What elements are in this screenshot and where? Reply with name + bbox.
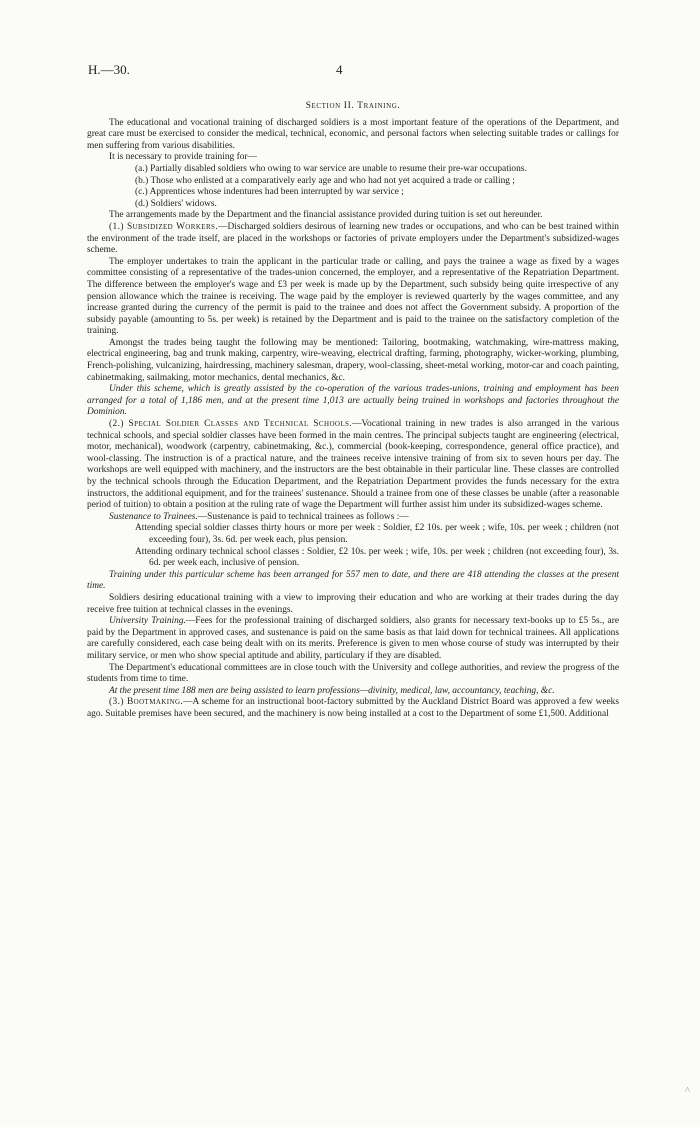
sustenance-heading: Sustenance to Trainees. [109,511,198,522]
list-item: (b.) Those who enlisted at a comparatively early age and who had not yet acquired a trade or calling ; [135,175,515,186]
university-paragraph [87,616,619,662]
document-reference: H.—30. [88,62,130,77]
page-number: 4 [336,62,343,77]
intro-paragraph: The educational and vocational training of discharged soldiers is a most important feature of the operations of the Department, and great care must be exercised to consider the medical, technical, economic, and personal factors when selecting suitable trades or callings for men suffering from various disabilities. [87,117,619,151]
trades-paragraph: Amongst the trades being taught the following may be mentioned: Tailoring, bootmaking, watchmaking, wire-mattress making, electrical engineering, bag and trunk making, carpentry, wire-weaving, electrical drafting, farming, photography, wicker-working, plumbing, French-polishing, vulcanizing, hairdressing, machinery salesman, drapery, wool-classing, sheet-metal working, motor-car and coach painting, cabinetmaking, sailmaking, motor mechanics, dental mechanics, &c. [87,337,619,383]
university-text: —Fees for the professional training of discharged soldiers, also grants for necessary text-books up to £5 5s., are paid by the Department in approved cases, and sustenance is paid on the same basis as that laid down for technical trainees. All applications are carefully considered, each case being dealt with on its merits. Preference is given to men whose course of study was interrupted by their military service, or men who show special aptitude and ability, particulary if they are disabled. [87,616,619,661]
professions-note-paragraph: At the present time 188 men are being assisted to learn professions—divinity, medical, law, accountancy, teaching, &c. [109,685,555,696]
evening-classes-paragraph: Soldiers desiring educational training with a view to improving their education and who are working at their trades during the day receive free tuition at technical classes in the evenings. [87,592,619,615]
ordinary-classes-rate: Attending ordinary technical school classes : Soldier, £2 10s. per week ; wife, 10s. per week ; children (not exceeding four), 3s. 6d. per week each, inclusive of pension. [135,546,619,569]
sustenance-text: —Sustenance is paid to technical trainees as follows :— [197,511,409,522]
special-classes-paragraph [87,419,619,512]
margin-mark: ^ [684,1085,690,1097]
subsidized-workers-paragraph [87,222,619,257]
university-heading: University Training. [109,616,186,627]
employer-paragraph: The employer undertakes to train the applicant in the particular trade or calling, and pays the trainee a wage as fixed by a wages committee consisting of a representative of the trades-union concerned, the employer, and a representative of the Repatriation Department. The difference between the employer's wage and £3 per week is made up by the Department, such subsidy being quite irrespective of any pension allowance which the trainee is receiving. The wage paid by the employer is reviewed quarterly by the wages committee, and any increase granted during the currency of the permit is paid to the trainee and does not affect the Government subsidy. A proportion of the subsidy payable (amounting to 5s. per week) is retained by the Department and is paid to the trainee on the satisfactory completion of the training. [87,256,619,337]
section-heading: Section II. Training. [305,100,401,111]
subsidized-workers-heading: (1.) Subsidized Workers. [109,221,219,232]
bootmaking-text: —A scheme for an instructional boot-factory submitted by the Auckland District Board was approved a few weeks ago. Suitable premises have been secured, and the machinery is now being installed at a cost to the Department of some £1,500. Additional [87,697,619,719]
necessary-lead: It is necessary to provide training for— [109,152,257,163]
list-item: (d.) Soldiers' widows. [135,198,217,209]
bootmaking-heading: (3.) Bootmaking. [109,697,184,708]
special-classes-text: —Vocational training in new trades is also arranged in the various technical schools, and special soldier classes have been formed in the main centres. The principal subjects taught are engineering (electrical, motor, mechanical), woodwork (carpentry, cabinetmaking, &c.), commercial (book-keeping, correspondence, general office practice), and wool-classing. The instruction is of a practical nature, and the trainees receive intensive training of from six to seven hours per day. The workshops are well equipped with machinery, and the instructors are the best obtainable in their particular line. These classes are controlled by the technical schools through the Education Department, and the Repatriation Department provides the funds necessary for the extra instructors, the additional equipment, and for the trainees' sustenance. Should a trainee from one of these classes be unable (after a reasonable period of tuition) to obtain a position at the ruling rate of wage the Department will further assist him under its subsidized-wages scheme. [87,419,619,511]
scheme-note-paragraph: Under this scheme, which is greatly assisted by the co-operation of the various trades-unions, training and employment has been arranged for a total of 1,186 men, and at the present time 1,013 are actually being trained in workshops and factories throughout the Dominion. [87,384,619,418]
special-classes-heading: (2.) Special Soldier Classes and Technical Schools. [109,419,353,430]
subsidized-workers-text: —Discharged soldiers desirous of learning new trades or occupations, and who can be best trained within the environment of the trade itself, are placed in the workshops or factories of private employers under the Department's subsidized-wages scheme. [87,221,619,256]
committees-paragraph: The Department's educational committees are in close touch with the University and college authorities, and review the progress of the students from time to time. [87,662,619,685]
training-categories-list [87,164,619,210]
page-header [88,64,618,84]
training-note-paragraph: Training under this particular scheme has been arranged for 557 men to date, and there are 418 attending the classes at the present time. [87,569,619,592]
sustenance-paragraph [87,512,619,524]
list-item: (a.) Partially disabled soldiers who owing to war service are unable to resume their pre-war occupations. [135,163,527,174]
page-body [87,100,619,720]
special-classes-rate: Attending special soldier classes thirty hours or more per week : Soldier, £2 10s. per week ; wife, 10s. per week ; children (not exceeding four), 3s. 6d. per week each, plus pension. [135,523,619,545]
list-item: (c.) Apprentices whose indentures had been interrupted by war service ; [135,187,404,198]
arrangements-paragraph: The arrangements made by the Department and the financial assistance provided during tuition is set out hereunder. [109,210,543,221]
bootmaking-paragraph [87,697,619,720]
